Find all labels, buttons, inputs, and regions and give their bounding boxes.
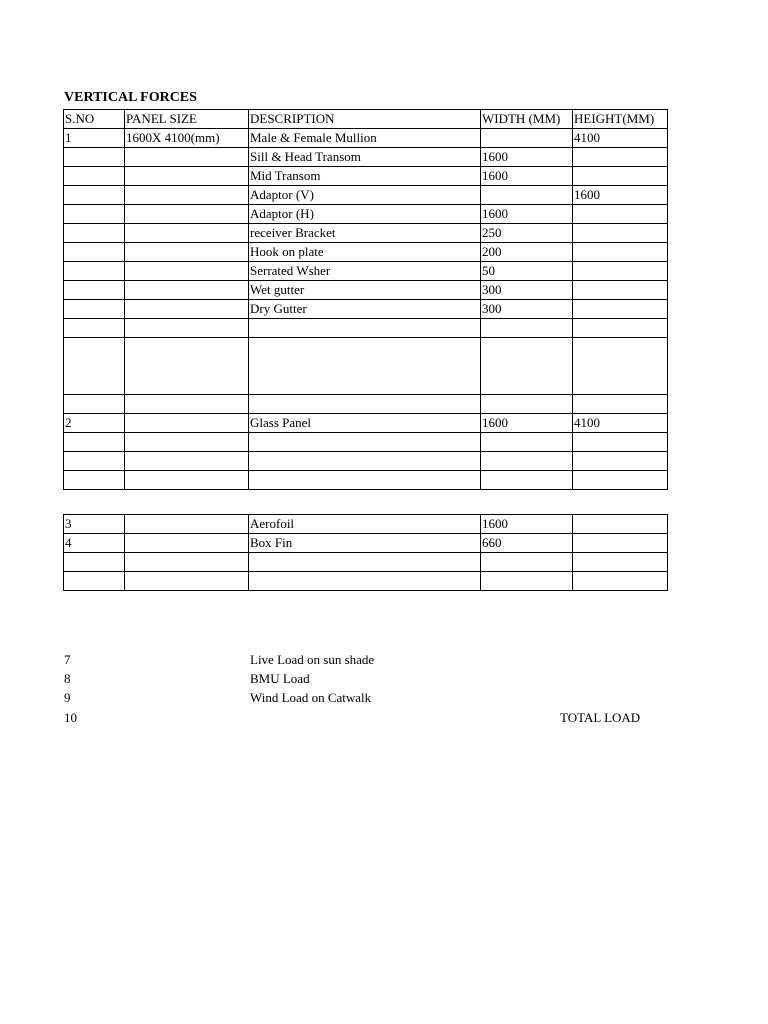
- height-cell: [573, 515, 668, 534]
- width-cell: [481, 433, 573, 452]
- sno-cell: [64, 300, 125, 319]
- table-row: [64, 262, 668, 281]
- description-cell: [249, 433, 481, 452]
- table-row: [64, 515, 668, 534]
- width-cell: [481, 471, 573, 490]
- width-cell: [481, 319, 573, 338]
- panel-size-cell: [125, 224, 249, 243]
- load-item-number: 8: [64, 671, 71, 686]
- width-cell: [481, 395, 573, 414]
- description-cell: [249, 471, 481, 490]
- width-cell: 660: [481, 534, 573, 553]
- height-cell: [573, 300, 668, 319]
- panel-size-cell: [125, 572, 249, 591]
- height-cell: [573, 572, 668, 591]
- table-row: [64, 243, 668, 262]
- height-cell: [573, 433, 668, 452]
- width-cell: [481, 186, 573, 205]
- description-cell: Glass Panel: [249, 414, 481, 433]
- height-cell: [573, 148, 668, 167]
- panel-size-cell: [125, 262, 249, 281]
- table-row: [64, 572, 668, 591]
- total-number: 10: [64, 710, 77, 725]
- sno-cell: 3: [64, 515, 125, 534]
- width-cell: [481, 338, 573, 395]
- sno-cell: [64, 553, 125, 572]
- height-cell: HEIGHT(MM): [573, 110, 668, 129]
- width-cell: 300: [481, 300, 573, 319]
- panel-size-cell: [125, 553, 249, 572]
- height-cell: [573, 281, 668, 300]
- table-row: [64, 129, 668, 148]
- height-cell: [573, 471, 668, 490]
- description-cell: Adaptor (H): [249, 205, 481, 224]
- panel-size-cell: [125, 205, 249, 224]
- table-row: [64, 414, 668, 433]
- height-cell: [573, 553, 668, 572]
- sno-cell: [64, 167, 125, 186]
- height-cell: [573, 319, 668, 338]
- sno-cell: [64, 281, 125, 300]
- table-row: [64, 319, 668, 338]
- width-cell: 1600: [481, 205, 573, 224]
- table-row: [64, 300, 668, 319]
- height-cell: [573, 243, 668, 262]
- load-item-number: 9: [64, 690, 71, 705]
- sno-cell: S.NO: [64, 110, 125, 129]
- description-cell: receiver Bracket: [249, 224, 481, 243]
- panel-size-cell: [125, 515, 249, 534]
- panel-size-cell: [125, 452, 249, 471]
- height-cell: [573, 338, 668, 395]
- header-row: [64, 110, 668, 129]
- panel-size-cell: PANEL SIZE: [125, 110, 249, 129]
- panel-size-cell: [125, 148, 249, 167]
- width-cell: 1600: [481, 167, 573, 186]
- description-cell: [249, 338, 481, 395]
- panel-size-cell: [125, 534, 249, 553]
- table-row: [64, 553, 668, 572]
- table-row: [64, 433, 668, 452]
- panel-size-cell: 1600X 4100(mm): [125, 129, 249, 148]
- sno-cell: 1: [64, 129, 125, 148]
- load-item-number: 7: [64, 652, 71, 667]
- description-cell: Adaptor (V): [249, 186, 481, 205]
- panel-size-cell: [125, 433, 249, 452]
- sno-cell: [64, 572, 125, 591]
- height-cell: [573, 167, 668, 186]
- height-cell: 4100: [573, 129, 668, 148]
- table-row: [64, 534, 668, 553]
- panel-size-cell: [125, 167, 249, 186]
- width-cell: [481, 129, 573, 148]
- height-cell: [573, 395, 668, 414]
- panel-size-cell: [125, 414, 249, 433]
- sno-cell: [64, 471, 125, 490]
- table-row: [64, 471, 668, 490]
- panel-size-cell: [125, 319, 249, 338]
- sno-cell: [64, 205, 125, 224]
- sno-cell: 2: [64, 414, 125, 433]
- width-cell: 300: [481, 281, 573, 300]
- description-cell: [249, 553, 481, 572]
- description-cell: Aerofoil: [249, 515, 481, 534]
- panel-size-cell: [125, 471, 249, 490]
- description-cell: Dry Gutter: [249, 300, 481, 319]
- height-cell: [573, 205, 668, 224]
- panel-size-cell: [125, 243, 249, 262]
- description-cell: [249, 452, 481, 471]
- height-cell: 1600: [573, 186, 668, 205]
- sno-cell: 4: [64, 534, 125, 553]
- sno-cell: [64, 224, 125, 243]
- width-cell: 200: [481, 243, 573, 262]
- height-cell: [573, 262, 668, 281]
- sno-cell: [64, 338, 125, 395]
- table-row: [64, 452, 668, 471]
- description-cell: Box Fin: [249, 534, 481, 553]
- width-cell: 50: [481, 262, 573, 281]
- panel-size-cell: [125, 186, 249, 205]
- description-cell: DESCRIPTION: [249, 110, 481, 129]
- description-cell: Serrated Wsher: [249, 262, 481, 281]
- description-cell: [249, 395, 481, 414]
- vertical-forces-table: [63, 109, 668, 490]
- height-cell: [573, 224, 668, 243]
- width-cell: [481, 553, 573, 572]
- sno-cell: [64, 319, 125, 338]
- table-row: [64, 338, 668, 395]
- width-cell: WIDTH (MM): [481, 110, 573, 129]
- total-load-label: TOTAL LOAD: [560, 710, 641, 725]
- table-row: [64, 395, 668, 414]
- sno-cell: [64, 186, 125, 205]
- width-cell: 1600: [481, 515, 573, 534]
- description-cell: Mid Transom: [249, 167, 481, 186]
- table-row: [64, 186, 668, 205]
- description-cell: [249, 319, 481, 338]
- panel-size-cell: [125, 281, 249, 300]
- table-row: [64, 148, 668, 167]
- sno-cell: [64, 243, 125, 262]
- height-cell: [573, 452, 668, 471]
- panel-size-cell: [125, 300, 249, 319]
- width-cell: 1600: [481, 148, 573, 167]
- load-item-description: BMU Load: [250, 671, 310, 686]
- panel-size-cell: [125, 395, 249, 414]
- sno-cell: [64, 148, 125, 167]
- sno-cell: [64, 452, 125, 471]
- load-item-description: Live Load on sun shade: [250, 652, 375, 667]
- additional-items-table: [63, 514, 668, 591]
- sno-cell: [64, 262, 125, 281]
- width-cell: [481, 452, 573, 471]
- sno-cell: [64, 433, 125, 452]
- description-cell: [249, 572, 481, 591]
- load-item-description: Wind Load on Catwalk: [250, 690, 372, 705]
- page-title: VERTICAL FORCES: [64, 90, 197, 105]
- table-row: [64, 281, 668, 300]
- table-row: [64, 205, 668, 224]
- height-cell: [573, 534, 668, 553]
- table-row: [64, 224, 668, 243]
- height-cell: 4100: [573, 414, 668, 433]
- description-cell: Wet gutter: [249, 281, 481, 300]
- sno-cell: [64, 395, 125, 414]
- table-row: [64, 167, 668, 186]
- description-cell: Male & Female Mullion: [249, 129, 481, 148]
- description-cell: Sill & Head Transom: [249, 148, 481, 167]
- width-cell: [481, 572, 573, 591]
- width-cell: 250: [481, 224, 573, 243]
- description-cell: Hook on plate: [249, 243, 481, 262]
- width-cell: 1600: [481, 414, 573, 433]
- panel-size-cell: [125, 338, 249, 395]
